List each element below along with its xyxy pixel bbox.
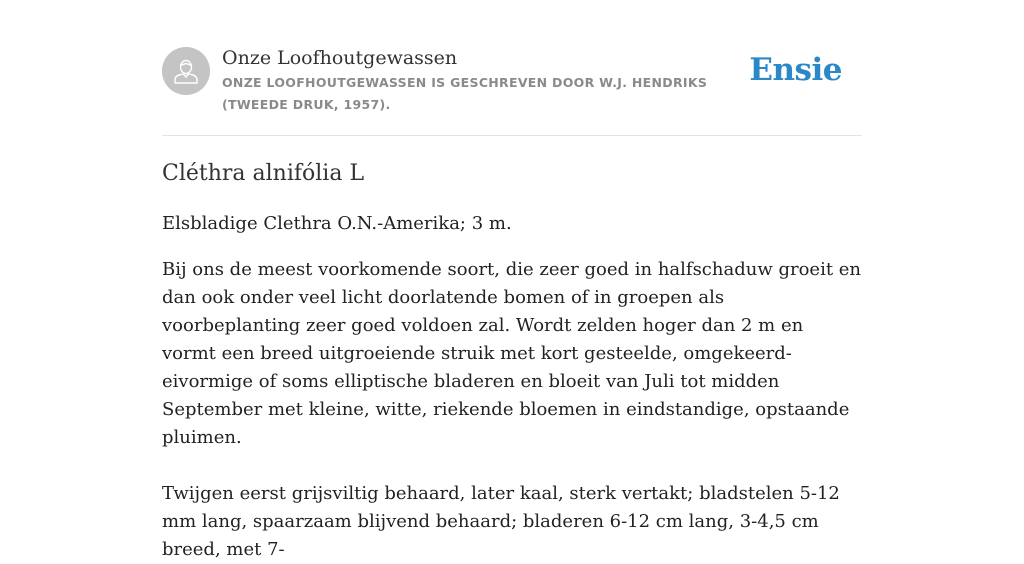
article-paragraph: Twijgen eerst grijsviltig behaard, later kaal, sterk vertakt; bladstelen 5-12 mm lang, spaarzaam blijvend behaard; bladeren 6-12 cm lang, 3-4,5 cm breed, met 7- (162, 483, 840, 560)
ensie-logo[interactable]: Ensie (749, 52, 842, 88)
publication-header (162, 46, 862, 136)
article-title: Cléthra alnifólia L (162, 161, 365, 186)
author-avatar[interactable] (162, 47, 210, 95)
publication-title[interactable]: Onze Loofhoutgewassen (222, 47, 458, 69)
publication-description: ONZE LOOFHOUTGEWASSEN IS GESCHREVEN DOOR W.J. HENDRIKS (TWEEDE DRUK, 1957). (222, 75, 708, 112)
article-paragraph: Bij ons de meest voorkomende soort, die zeer goed in halfschaduw groeit en dan ook onder veel licht doorlatende bomen of in groepen als voorbeplanting zeer goed voldoen zal. Wordt zelden hoger dan 2 m en vormt een breed uitgroeiende struik met kort gesteelde, omgekeerd-eivormige of soms elliptische bladeren en bloeit van Juli tot midden September met kleine, witte, riekende bloemen in eindstandige, opstaande pluimen. (162, 259, 862, 448)
user-icon (162, 47, 210, 95)
article (162, 158, 862, 564)
article-subtitle: Elsbladige Clethra O.N.-Amerika; 3 m. (162, 213, 512, 234)
